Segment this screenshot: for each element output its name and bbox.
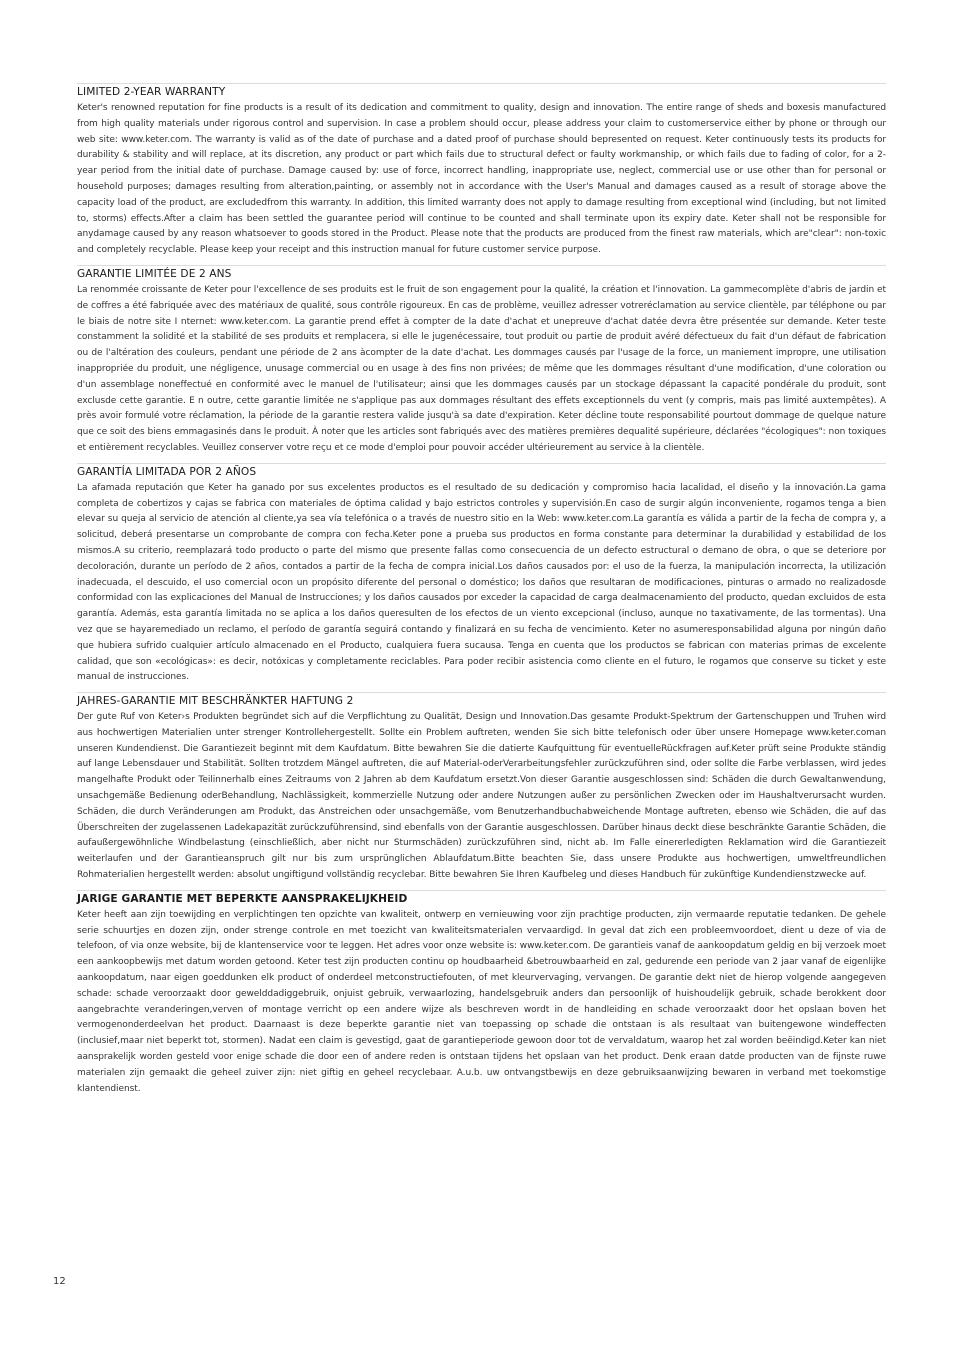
warranty-section-en: [77, 83, 886, 259]
warranty-section-de: [77, 692, 886, 884]
section-title: GARANTÍA LIMITADA POR 2 AÑOS: [77, 463, 886, 479]
section-title: GARANTIE LIMITÉE DE 2 ANS: [77, 265, 886, 281]
warranty-page: [77, 83, 886, 1103]
warranty-section-fr: [77, 265, 886, 457]
section-body: La renommée croissante de Keter pour l'excellence de ses produits est le fruit de son engagement pour la qualité, la création et l'innovation. La gammecomplète d'abris de jardin et de coffres a été fabriquée avec des matériaux de qualité, sous contrôle rigoureux. En cas de problème, veuillez adresser votreréclamation au service clientèle, par téléphone ou par le biais de notre site I nternet: www.keter.com. La garantie prend effet à compter de la date d'achat et unepreuve d'achat datée devra être présentée sur demande. Keter teste constamment la solidité et la stabilité de ses produits et remplacera, si elle le jugenécessaire, tout produit ou partie de produit avéré défectueux du fait d'un défaut de fabrication ou de l'altération des couleurs, pendant une période de 2 ans àcompter de la date d'achat. Les dommages causés par l'usage de la force, un maniement impropre, une utilisation inappropriée du produit, une négligence, unusage commercial ou en usage à des fins non privées; de même que les dommages résultant d'une modification, d'une coloration ou d'un assemblage noneffectué en conformité avec le manuel de l'utilisateur; ainsi que les dommages causés par un stockage dépassant la capacité pondérale du produit, sont exclusde cette garantie. E n outre, cette garantie limitée ne s'applique pas aux dommages résultant des effets exceptionnels du vent (y compris, mais pas limité auxtempêtes). A près avoir formulé votre réclamation, la période de la garantie restera valide jusqu'à sa date d'expiration. Keter décline toute responsabilité pourtout dommage de quelque nature que ce soit des biens emmagasinés dans le produit. À noter que les articles sont fabriqués avec des matières premières dequalité supérieure, déclarées "écologiques": non toxiques et entièrement recyclables. Veuillez conserver votre reçu et ce mode d'emploi pour pouvoir accéder ultérieurement au service à la clientèle.: [77, 284, 886, 453]
section-title: JARIGE GARANTIE MET BEPERKTE AANSPRAKELIJKHEID: [77, 890, 886, 906]
warranty-section-nl: [77, 890, 886, 1098]
section-title: JAHRES-GARANTIE MIT BESCHRÄNKTER HAFTUNG 2: [77, 692, 886, 708]
section-body: Keter heeft aan zijn toewijding en verplichtingen ten opzichte van kwaliteit, ontwerp en vernieuwing voor zijn prachtige producten, zijn vermaarde reputatie tedanken. De gehele serie schuurtjes en dozen zijn, onder strenge controle en met toezicht van kwaliteitsmaterialen vervaardigd. In geval dat zich een probleemvoordoet, dient u deze of via de telefoon, of via onze website, bij de klantenservice voor te leggen. Het adres voor onze website is: www.keter.com. De garantieis vanaf de aankoopdatum geldig en bij verzoek moet een aankoopbewijs met datum worden getoond. Keter test zijn producten continu op houdbaarheid &betrouwbaarheid en zal, gedurende een periode van 2 jaar vanaf de eigenlijke aankoopdatum, naar eigen goeddunken elk product of onderdeel metconstructiefouten, of met kleurvervaging, vervangen. De garantie dekt niet de hierop volgende aangegeven schade: schade veroorzaakt door gewelddadiggebruik, onjuist gebruik, verwaarlozing, handelsgebruik anders dan persoonlijk of huishoudelijk gebruik, schade berokkent door aangebrachte veranderingen,verven of montage verricht op een andere wijze als beschreven wordt in de handleiding en schade veroorzaakt door het opslaan boven het vermogenonderdeelvan het product. Daarnaast is deze beperkte garantie niet van toepassing op schade die ontstaan is als resultaat van buitengewone windeffecten (inclusief,maar niet beperkt tot, stormen). Nadat een claim is gevestigd, gaat de garantieperiode gewoon door tot de vervaldatum, waarop het zal worden beëindigd.Keter kan niet aansprakelijk worden gesteld voor enige schade die door een of andere reden is ontstaan tijdens het opslaan van het product. Denk eraan datde producten van de fijnste ruwe materialen zijn gemaakt die geheel zuiver zijn: niet giftig en geheel recyclebaar. A.u.b. uw ontvangstbewijs en deze gebruiksaanwijzing bewaren in verband met toekomstige klantendienst.: [77, 909, 886, 1094]
page-number: 12: [53, 1276, 66, 1287]
warranty-section-es: [77, 463, 886, 686]
section-body: La afamada reputación que Keter ha ganado por sus excelentes productos es el resultado de su dedicación y compromiso hacia lacalidad, el diseño y la innovación.La gama completa de cobertizos y cajas se fabrica con materiales de óptima calidad y bajo estrictos controles y supervisión.En caso de surgir algún inconveniente, rogamos tenga a bien elevar su queja al servicio de atención al cliente,ya sea vía telefónica o a través de nuestro sitio en la Web: www.keter.com.La garantía es válida a partir de la fecha de compra y, a solicitud, deberá presentarse un comprobante de compra con fecha.Keter pone a prueba sus productos en forma constante para determinar la durabilidad y estabilidad de los mismos.A su criterio, reemplazará todo producto o parte del mismo que presente fallas como consecuencia de un defecto estructural o demano de obra, o que se deteriore por decoloración, durante un período de 2 años, contados a partir de la fecha de compra inicial.Los daños causados por: el uso de la fuerza, la manipulación incorrecta, la utilización inadecuada, el descuido, el uso comercial ocon un propósito diferente del personal o doméstico; los daños que resultaran de modificaciones, pinturas o armado no realizadosde conformidad con las explicaciones del Manual de Instrucciones; y los daños causados por exceder la capacidad de carga dealmacenamiento del producto, quedan excluidos de esta garantía. Además, esta garantía limitada no se aplica a los daños queresulten de los efectos de un viento excepcional (incluso, aunque no taxativamente, de las tormentas). Una vez que se hayaremediado un reclamo, el período de garantía seguirá contando y finalizará en su fecha de vencimiento. Keter no asumeresponsabilidad alguna por ningún daño que hubiera sufrido cualquier artículo almacenado en el Producto, cualquiera fuera sucausa. Tenga en cuenta que los productos se fabrican con materias primas de excelente calidad, que son «ecológicas»: es decir, notóxicas y completamente reciclables. Para poder recibir asistencia como cliente en el futuro, le rogamos que conserve su ticket y este manual de instrucciones.: [77, 482, 886, 683]
section-body: Keter's renowned reputation for fine products is a result of its dedication and commitment to quality, design and innovation. The entire range of sheds and boxesis manufactured from high quality materials under rigorous control and supervision. In case a problem should occur, please address your claim to customerservice either by phone or through our web site: www.keter.com. The warranty is valid as of the date of purchase and a dated proof of purchase should bepresented on request. Keter continuously tests its products for durability & stability and will replace, at its discretion, any product or part which fails due to structural defect or faulty workmanship, or which fails due to fading of color, for a 2-year period from the initial date of purchase. Damage caused by: use of force, incorrect handling, inappropriate use, neglect, commercial use or use other than for personal or household purposes; damages resulting from alteration,painting, or assembly not in accordance with the User's Manual and damages caused as a result of storage above the capacity load of the product, are excludedfrom this warranty. In addition, this limited warranty does not apply to damage resulting from exceptional wind (including, but not limited to, storms) effects.After a claim has been settled the guarantee period will continue to be counted and shall terminate upon its expiry date. Keter shall not be responsible for anydamage caused by any reason whatsoever to goods stored in the Product. Please note that the products are produced from the finest raw materials, which are"clear": non-toxic and completely recyclable. Please keep your receipt and this instruction manual for future customer service purpose.: [77, 103, 886, 256]
section-body: Der gute Ruf von Keter›s Produkten begründet sich auf die Verpflichtung zu Qualität, Design und Innovation.Das gesamte Produkt-Spektrum der Gartenschuppen und Truhen wird aus hochwertigen Materialien unter strenger Kontrollehergestellt. Sollte ein Problem auftreten, wenden Sie sich bitte telefonisch oder über unsere Homepage www.keter.coman unseren Kundendienst. Die Garantiezeit beginnt mit dem Kaufdatum. Bitte bewahren Sie die datierte Kaufquittung für eventuelleRückfragen auf.Keter prüft seine Produkte ständig auf lange Lebensdauer und Stabilität. Sollten trotzdem Mängel auftreten, die auf Material-oderVerarbeitungsfehler zurückzuführen sind, oder sollte die Farbe verblassen, wird jedes mangelhafte Produkt oder Teilinnerhalb eines Zeitraums von 2 Jahren ab dem Kaufdatum ersetzt.Von dieser Garantie ausgeschlossen sind: Schäden die durch Gewaltanwendung, unsachgemäße Bedienung oderBehandlung, Nachlässigkeit, kommerzielle Nutzung oder andere Nutzungen außer zu persönlichen Zwecken oder im Haushaltverursacht wurden. Schäden, die durch Veränderungen am Produkt, das Anstreichen oder unsachgemäße, vom Benutzerhandbuchabweichende Montage auftreten, ebenso wie Schäden, die auf das Überschreiten der zugelassenen Ladekapazität zurückzuführensind, sind ebenfalls von der Garantie ausgeschlossen. Darüber hinaus deckt diese beschränkte Garantie Schäden, die aufaußergewöhnliche Windbelastung (einschließlich, aber nicht nur Sturmschäden) zurückzuführen sind, nicht ab. Im Falle einererledigten Reklamation wird die Garantiezeit weiterlaufen und der Garantieanspruch gilt nur bis zum ursprünglichen Ablaufdatum.Bitte beachten Sie, dass unsere Produkte aus hochwertigen, umweltfreundlichen Rohmaterialien hergestellt werden: absolut ungiftigund vollständig recyclebar. Bitte bewahren Sie Ihren Kaufbeleg und dieses Handbuch für zukünftige Kundendienstzwecke auf.: [77, 712, 886, 881]
section-title: LIMITED 2-YEAR WARRANTY: [77, 83, 886, 99]
